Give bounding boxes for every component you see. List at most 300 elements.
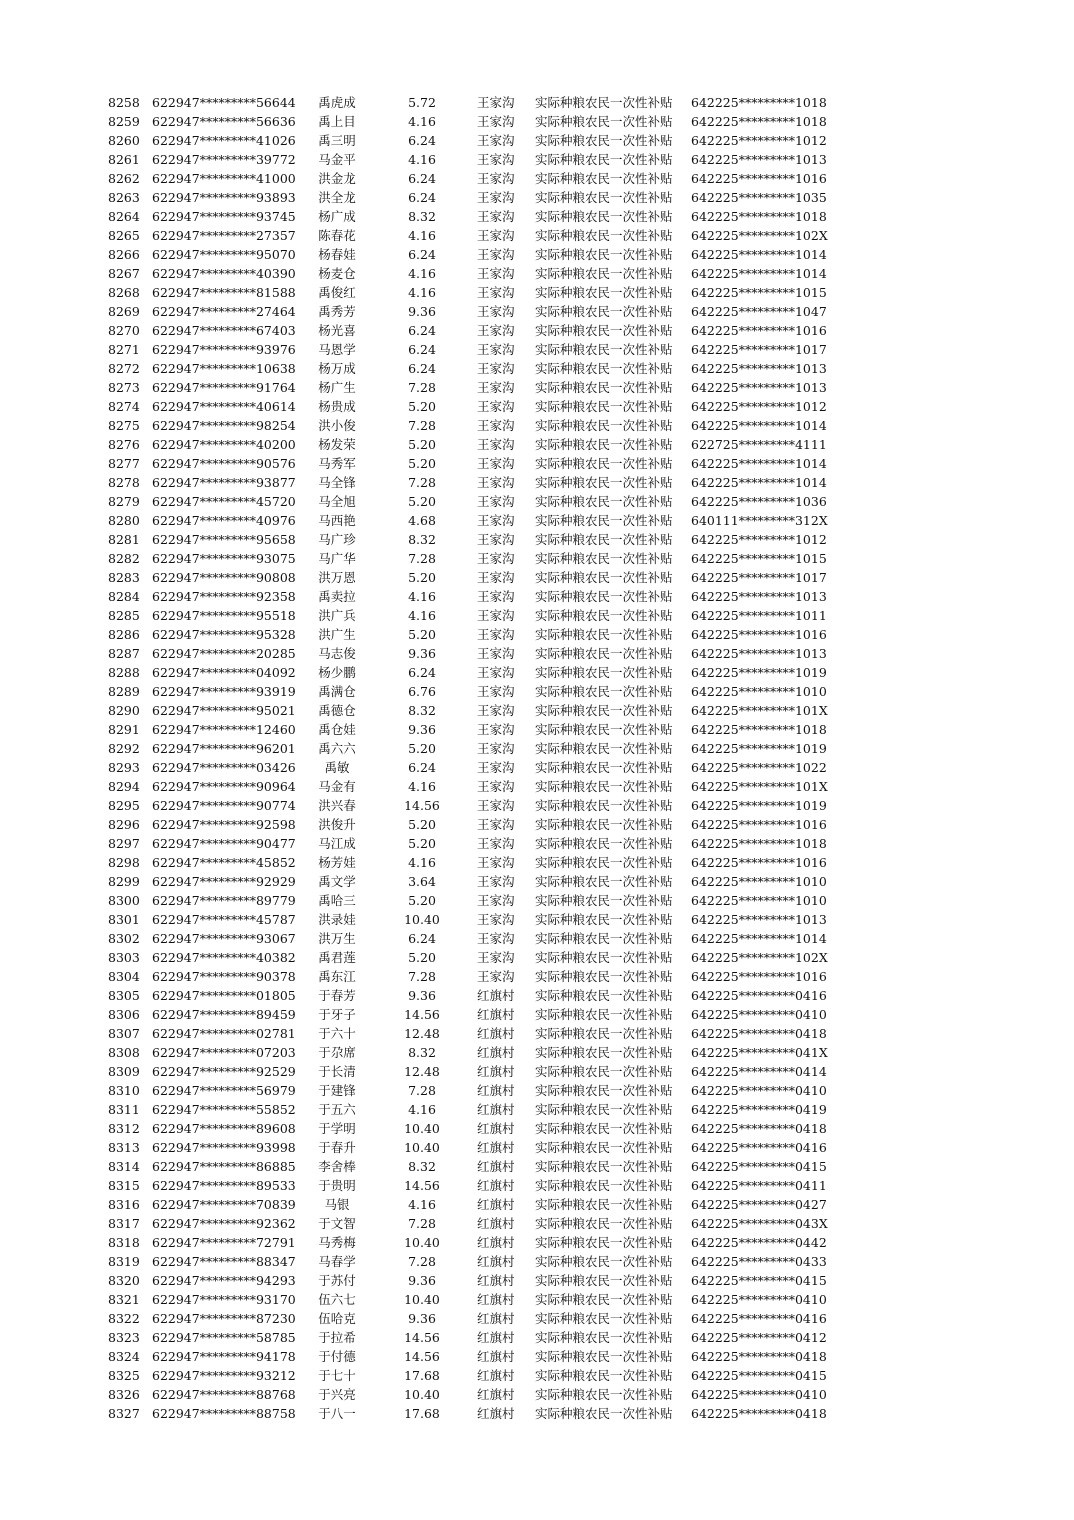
row-number: 8299 xyxy=(108,874,140,889)
row-number: 8285 xyxy=(108,608,140,623)
id-number: 642225*********1014 xyxy=(691,456,827,471)
table-row xyxy=(0,1404,1074,1423)
farmer-name: 禹上目 xyxy=(318,114,356,129)
account-number: 622947*********56644 xyxy=(152,95,296,110)
village-name: 王家沟 xyxy=(477,380,515,395)
village-name: 王家沟 xyxy=(477,342,515,357)
account-number: 622947*********45787 xyxy=(152,912,296,927)
account-number: 622947*********93893 xyxy=(152,190,296,205)
subsidy-type: 实际种粮农民一次性补贴 xyxy=(535,665,673,680)
account-number: 622947*********93075 xyxy=(152,551,296,566)
subsidy-amount: 4.68 xyxy=(408,513,436,528)
account-number: 622947*********91764 xyxy=(152,380,296,395)
farmer-name: 洪全龙 xyxy=(318,190,356,205)
row-number: 8321 xyxy=(108,1292,140,1307)
subsidy-type: 实际种粮农民一次性补贴 xyxy=(535,266,673,281)
subsidy-amount: 7.28 xyxy=(408,969,436,984)
account-number: 622947*********92358 xyxy=(152,589,296,604)
village-name: 王家沟 xyxy=(477,513,515,528)
id-number: 642225*********102X xyxy=(691,228,828,243)
id-number: 642225*********0410 xyxy=(691,1007,827,1022)
village-name: 红旗村 xyxy=(477,1292,515,1307)
id-number: 642225*********1013 xyxy=(691,380,827,395)
account-number: 622947*********93745 xyxy=(152,209,296,224)
farmer-name: 于苏付 xyxy=(318,1273,356,1288)
subsidy-amount: 17.68 xyxy=(404,1406,440,1421)
row-number: 8267 xyxy=(108,266,140,281)
id-number: 642225*********043X xyxy=(691,1216,828,1231)
table-row xyxy=(0,378,1074,397)
farmer-name: 洪俊升 xyxy=(318,817,356,832)
id-number: 642225*********1016 xyxy=(691,817,827,832)
table-row xyxy=(0,1309,1074,1328)
account-number: 622947*********40976 xyxy=(152,513,296,528)
table-row xyxy=(0,283,1074,302)
row-number: 8277 xyxy=(108,456,140,471)
subsidy-amount: 7.28 xyxy=(408,1216,436,1231)
subsidy-type: 实际种粮农民一次性补贴 xyxy=(535,836,673,851)
account-number: 622947*********67403 xyxy=(152,323,296,338)
id-number: 642225*********1013 xyxy=(691,152,827,167)
account-number: 622947*********93998 xyxy=(152,1140,296,1155)
row-number: 8281 xyxy=(108,532,140,547)
account-number: 622947*********20285 xyxy=(152,646,296,661)
id-number: 642225*********1035 xyxy=(691,190,827,205)
row-number: 8272 xyxy=(108,361,140,376)
subsidy-type: 实际种粮农民一次性补贴 xyxy=(535,551,673,566)
subsidy-type: 实际种粮农民一次性补贴 xyxy=(535,304,673,319)
village-name: 王家沟 xyxy=(477,627,515,642)
subsidy-type: 实际种粮农民一次性补贴 xyxy=(535,1254,673,1269)
table-row xyxy=(0,1100,1074,1119)
subsidy-type: 实际种粮农民一次性补贴 xyxy=(535,532,673,547)
subsidy-amount: 5.20 xyxy=(408,399,436,414)
subsidy-type: 实际种粮农民一次性补贴 xyxy=(535,589,673,604)
subsidy-type: 实际种粮农民一次性补贴 xyxy=(535,950,673,965)
subsidy-amount: 4.16 xyxy=(408,152,436,167)
village-name: 王家沟 xyxy=(477,304,515,319)
id-number: 642225*********0418 xyxy=(691,1026,827,1041)
subsidy-type: 实际种粮农民一次性补贴 xyxy=(535,152,673,167)
subsidy-type: 实际种粮农民一次性补贴 xyxy=(535,855,673,870)
village-name: 王家沟 xyxy=(477,646,515,661)
table-row xyxy=(0,758,1074,777)
farmer-name: 马金平 xyxy=(318,152,356,167)
row-number: 8287 xyxy=(108,646,140,661)
farmer-name: 于五六 xyxy=(318,1102,356,1117)
subsidy-amount: 17.68 xyxy=(404,1368,440,1383)
village-name: 王家沟 xyxy=(477,152,515,167)
account-number: 622947*********40382 xyxy=(152,950,296,965)
row-number: 8265 xyxy=(108,228,140,243)
village-name: 红旗村 xyxy=(477,1368,515,1383)
table-row xyxy=(0,834,1074,853)
subsidy-type: 实际种粮农民一次性补贴 xyxy=(535,1159,673,1174)
village-name: 王家沟 xyxy=(477,836,515,851)
table-row xyxy=(0,1290,1074,1309)
row-number: 8309 xyxy=(108,1064,140,1079)
farmer-name: 禹卖拉 xyxy=(318,589,356,604)
id-number: 642225*********1014 xyxy=(691,475,827,490)
id-number: 642225*********1013 xyxy=(691,589,827,604)
id-number: 642225*********1013 xyxy=(691,646,827,661)
row-number: 8316 xyxy=(108,1197,140,1212)
farmer-name: 杨光喜 xyxy=(318,323,356,338)
subsidy-amount: 6.24 xyxy=(408,760,436,775)
farmer-name: 禹敏 xyxy=(324,760,350,775)
row-number: 8283 xyxy=(108,570,140,585)
row-number: 8293 xyxy=(108,760,140,775)
row-number: 8258 xyxy=(108,95,140,110)
subsidy-type: 实际种粮农民一次性补贴 xyxy=(535,1330,673,1345)
farmer-name: 伍哈克 xyxy=(318,1311,356,1326)
subsidy-amount: 14.56 xyxy=(404,1349,440,1364)
row-number: 8273 xyxy=(108,380,140,395)
row-number: 8319 xyxy=(108,1254,140,1269)
table-row xyxy=(0,1062,1074,1081)
subsidy-type: 实际种粮农民一次性补贴 xyxy=(535,703,673,718)
id-number: 642225*********1022 xyxy=(691,760,827,775)
subsidy-type: 实际种粮农民一次性补贴 xyxy=(535,608,673,623)
row-number: 8291 xyxy=(108,722,140,737)
subsidy-amount: 4.16 xyxy=(408,228,436,243)
table-row xyxy=(0,872,1074,891)
row-number: 8298 xyxy=(108,855,140,870)
farmer-name: 于尕席 xyxy=(318,1045,356,1060)
account-number: 622947*********93212 xyxy=(152,1368,296,1383)
subsidy-type: 实际种粮农民一次性补贴 xyxy=(535,1102,673,1117)
table-row xyxy=(0,587,1074,606)
subsidy-amount: 8.32 xyxy=(408,1045,436,1060)
subsidy-type: 实际种粮农民一次性补贴 xyxy=(535,1083,673,1098)
subsidy-type: 实际种粮农民一次性补贴 xyxy=(535,1349,673,1364)
farmer-name: 伍六七 xyxy=(318,1292,356,1307)
subsidy-type: 实际种粮农民一次性补贴 xyxy=(535,513,673,528)
farmer-name: 洪广生 xyxy=(318,627,356,642)
village-name: 王家沟 xyxy=(477,608,515,623)
village-name: 王家沟 xyxy=(477,684,515,699)
account-number: 622947*********41000 xyxy=(152,171,296,186)
table-row xyxy=(0,150,1074,169)
id-number: 642225*********0414 xyxy=(691,1064,827,1079)
subsidy-amount: 6.24 xyxy=(408,323,436,338)
subsidy-type: 实际种粮农民一次性补贴 xyxy=(535,893,673,908)
table-row xyxy=(0,1328,1074,1347)
subsidy-type: 实际种粮农民一次性补贴 xyxy=(535,1292,673,1307)
subsidy-type: 实际种粮农民一次性补贴 xyxy=(535,1387,673,1402)
farmer-name: 禹秀芳 xyxy=(318,304,356,319)
row-number: 8305 xyxy=(108,988,140,1003)
account-number: 622947*********81588 xyxy=(152,285,296,300)
village-name: 王家沟 xyxy=(477,893,515,908)
subsidy-amount: 8.32 xyxy=(408,532,436,547)
table-row xyxy=(0,796,1074,815)
row-number: 8276 xyxy=(108,437,140,452)
table-row xyxy=(0,891,1074,910)
table-row xyxy=(0,1385,1074,1404)
id-number: 642225*********0416 xyxy=(691,1311,827,1326)
id-number: 642225*********1010 xyxy=(691,684,827,699)
subsidy-amount: 5.20 xyxy=(408,817,436,832)
village-name: 红旗村 xyxy=(477,1216,515,1231)
row-number: 8296 xyxy=(108,817,140,832)
id-number: 642225*********1015 xyxy=(691,551,827,566)
farmer-name: 马春学 xyxy=(318,1254,356,1269)
table-row xyxy=(0,1043,1074,1062)
row-number: 8311 xyxy=(108,1102,140,1117)
account-number: 622947*********95021 xyxy=(152,703,296,718)
village-name: 王家沟 xyxy=(477,266,515,281)
farmer-name: 于文智 xyxy=(318,1216,356,1231)
subsidy-type: 实际种粮农民一次性补贴 xyxy=(535,228,673,243)
farmer-name: 马西艳 xyxy=(318,513,356,528)
village-name: 王家沟 xyxy=(477,950,515,965)
row-number: 8286 xyxy=(108,627,140,642)
village-name: 王家沟 xyxy=(477,912,515,927)
farmer-name: 杨贵成 xyxy=(318,399,356,414)
subsidy-amount: 5.72 xyxy=(408,95,436,110)
table-row xyxy=(0,929,1074,948)
account-number: 622947*********86885 xyxy=(152,1159,296,1174)
table-row xyxy=(0,93,1074,112)
farmer-name: 洪金龙 xyxy=(318,171,356,186)
subsidy-type: 实际种粮农民一次性补贴 xyxy=(535,741,673,756)
subsidy-amount: 14.56 xyxy=(404,1330,440,1345)
table-row xyxy=(0,625,1074,644)
account-number: 622947*********95518 xyxy=(152,608,296,623)
subsidy-type: 实际种粮农民一次性补贴 xyxy=(535,627,673,642)
account-number: 622947*********94178 xyxy=(152,1349,296,1364)
subsidy-type: 实际种粮农民一次性补贴 xyxy=(535,1235,673,1250)
table-row xyxy=(0,739,1074,758)
village-name: 王家沟 xyxy=(477,741,515,756)
account-number: 622947*********89459 xyxy=(152,1007,296,1022)
subsidy-amount: 4.16 xyxy=(408,608,436,623)
village-name: 红旗村 xyxy=(477,1140,515,1155)
village-name: 红旗村 xyxy=(477,1330,515,1345)
table-row xyxy=(0,701,1074,720)
table-row xyxy=(0,1252,1074,1271)
farmer-name: 陈春花 xyxy=(318,228,356,243)
subsidy-type: 实际种粮农民一次性补贴 xyxy=(535,1368,673,1383)
subsidy-type: 实际种粮农民一次性补贴 xyxy=(535,570,673,585)
row-number: 8303 xyxy=(108,950,140,965)
village-name: 王家沟 xyxy=(477,931,515,946)
village-name: 王家沟 xyxy=(477,323,515,338)
account-number: 622947*********07203 xyxy=(152,1045,296,1060)
account-number: 622947*********40390 xyxy=(152,266,296,281)
id-number: 642225*********0427 xyxy=(691,1197,827,1212)
subsidy-amount: 5.20 xyxy=(408,437,436,452)
id-number: 642225*********0416 xyxy=(691,988,827,1003)
subsidy-amount: 6.24 xyxy=(408,931,436,946)
village-name: 王家沟 xyxy=(477,779,515,794)
subsidy-amount: 10.40 xyxy=(404,1121,440,1136)
subsidy-type: 实际种粮农民一次性补贴 xyxy=(535,1406,673,1421)
subsidy-type: 实际种粮农民一次性补贴 xyxy=(535,475,673,490)
row-number: 8324 xyxy=(108,1349,140,1364)
village-name: 王家沟 xyxy=(477,437,515,452)
village-name: 王家沟 xyxy=(477,798,515,813)
table-row xyxy=(0,1138,1074,1157)
id-number: 642225*********0415 xyxy=(691,1159,827,1174)
id-number: 642225*********0433 xyxy=(691,1254,827,1269)
table-row xyxy=(0,1214,1074,1233)
farmer-name: 马江成 xyxy=(318,836,356,851)
table-row xyxy=(0,1119,1074,1138)
farmer-name: 于兴亮 xyxy=(318,1387,356,1402)
subsidy-type: 实际种粮农民一次性补贴 xyxy=(535,494,673,509)
table-row xyxy=(0,340,1074,359)
row-number: 8294 xyxy=(108,779,140,794)
village-name: 红旗村 xyxy=(477,1007,515,1022)
account-number: 622947*********95658 xyxy=(152,532,296,547)
id-number: 642225*********1012 xyxy=(691,532,827,547)
farmer-name: 洪万恩 xyxy=(318,570,356,585)
row-number: 8270 xyxy=(108,323,140,338)
subsidy-type: 实际种粮农民一次性补贴 xyxy=(535,912,673,927)
subsidy-type: 实际种粮农民一次性补贴 xyxy=(535,399,673,414)
id-number: 640111*********312X xyxy=(691,513,828,528)
farmer-name: 马秀梅 xyxy=(318,1235,356,1250)
id-number: 642225*********1015 xyxy=(691,285,827,300)
id-number: 642225*********1011 xyxy=(691,608,827,623)
farmer-name: 马全旭 xyxy=(318,494,356,509)
subsidy-amount: 5.20 xyxy=(408,893,436,908)
id-number: 642225*********0418 xyxy=(691,1349,827,1364)
table-row xyxy=(0,511,1074,530)
farmer-name: 于牙子 xyxy=(318,1007,356,1022)
subsidy-type: 实际种粮农民一次性补贴 xyxy=(535,988,673,1003)
farmer-name: 杨发荣 xyxy=(318,437,356,452)
table-row xyxy=(0,1195,1074,1214)
table-row xyxy=(0,1347,1074,1366)
village-name: 王家沟 xyxy=(477,969,515,984)
row-number: 8317 xyxy=(108,1216,140,1231)
subsidy-amount: 7.28 xyxy=(408,475,436,490)
subsidy-amount: 4.16 xyxy=(408,1197,436,1212)
subsidy-type: 实际种粮农民一次性补贴 xyxy=(535,931,673,946)
table-row xyxy=(0,1005,1074,1024)
farmer-name: 马秀军 xyxy=(318,456,356,471)
account-number: 622947*********39772 xyxy=(152,152,296,167)
table-row xyxy=(0,416,1074,435)
farmer-name: 杨广成 xyxy=(318,209,356,224)
subsidy-table xyxy=(0,93,1074,1423)
table-row xyxy=(0,682,1074,701)
subsidy-amount: 3.64 xyxy=(408,874,436,889)
subsidy-amount: 7.28 xyxy=(408,1254,436,1269)
village-name: 红旗村 xyxy=(477,1102,515,1117)
row-number: 8301 xyxy=(108,912,140,927)
subsidy-type: 实际种粮农民一次性补贴 xyxy=(535,114,673,129)
subsidy-amount: 5.20 xyxy=(408,627,436,642)
subsidy-type: 实际种粮农民一次性补贴 xyxy=(535,1121,673,1136)
row-number: 8263 xyxy=(108,190,140,205)
village-name: 红旗村 xyxy=(477,1083,515,1098)
village-name: 红旗村 xyxy=(477,1254,515,1269)
village-name: 红旗村 xyxy=(477,1387,515,1402)
subsidy-type: 实际种粮农民一次性补贴 xyxy=(535,418,673,433)
table-row xyxy=(0,948,1074,967)
village-name: 王家沟 xyxy=(477,456,515,471)
farmer-name: 禹六六 xyxy=(318,741,356,756)
subsidy-type: 实际种粮农民一次性补贴 xyxy=(535,1026,673,1041)
village-name: 红旗村 xyxy=(477,1045,515,1060)
id-number: 642225*********1018 xyxy=(691,722,827,737)
village-name: 王家沟 xyxy=(477,817,515,832)
subsidy-type: 实际种粮农民一次性补贴 xyxy=(535,437,673,452)
id-number: 642225*********0418 xyxy=(691,1406,827,1421)
table-row xyxy=(0,207,1074,226)
id-number: 642225*********1013 xyxy=(691,912,827,927)
table-row xyxy=(0,245,1074,264)
id-number: 642225*********1014 xyxy=(691,247,827,262)
account-number: 622947*********40200 xyxy=(152,437,296,452)
id-number: 642225*********1016 xyxy=(691,969,827,984)
village-name: 红旗村 xyxy=(477,1349,515,1364)
subsidy-type: 实际种粮农民一次性补贴 xyxy=(535,342,673,357)
village-name: 王家沟 xyxy=(477,399,515,414)
subsidy-amount: 4.16 xyxy=(408,779,436,794)
subsidy-amount: 8.32 xyxy=(408,209,436,224)
table-row xyxy=(0,1271,1074,1290)
table-row xyxy=(0,663,1074,682)
account-number: 622947*********90774 xyxy=(152,798,296,813)
row-number: 8284 xyxy=(108,589,140,604)
row-number: 8279 xyxy=(108,494,140,509)
village-name: 王家沟 xyxy=(477,475,515,490)
account-number: 622947*********92598 xyxy=(152,817,296,832)
farmer-name: 于学明 xyxy=(318,1121,356,1136)
account-number: 622947*********02781 xyxy=(152,1026,296,1041)
farmer-name: 禹虎成 xyxy=(318,95,356,110)
farmer-name: 马银 xyxy=(324,1197,350,1212)
farmer-name: 禹文学 xyxy=(318,874,356,889)
subsidy-type: 实际种粮农民一次性补贴 xyxy=(535,798,673,813)
subsidy-amount: 7.28 xyxy=(408,418,436,433)
row-number: 8325 xyxy=(108,1368,140,1383)
subsidy-type: 实际种粮农民一次性补贴 xyxy=(535,1273,673,1288)
subsidy-type: 实际种粮农民一次性补贴 xyxy=(535,285,673,300)
farmer-name: 马恩学 xyxy=(318,342,356,357)
subsidy-amount: 10.40 xyxy=(404,1387,440,1402)
row-number: 8260 xyxy=(108,133,140,148)
village-name: 红旗村 xyxy=(477,1159,515,1174)
table-row xyxy=(0,1233,1074,1252)
row-number: 8312 xyxy=(108,1121,140,1136)
subsidy-amount: 8.32 xyxy=(408,1159,436,1174)
id-number: 642225*********0442 xyxy=(691,1235,827,1250)
row-number: 8314 xyxy=(108,1159,140,1174)
account-number: 622947*********93067 xyxy=(152,931,296,946)
table-row xyxy=(0,644,1074,663)
id-number: 642225*********0412 xyxy=(691,1330,827,1345)
table-row xyxy=(0,606,1074,625)
table-row xyxy=(0,530,1074,549)
id-number: 642225*********1017 xyxy=(691,570,827,585)
village-name: 王家沟 xyxy=(477,855,515,870)
account-number: 622947*********89608 xyxy=(152,1121,296,1136)
subsidy-amount: 14.56 xyxy=(404,1007,440,1022)
id-number: 642225*********1018 xyxy=(691,114,827,129)
farmer-name: 杨芳娃 xyxy=(318,855,356,870)
id-number: 642225*********0410 xyxy=(691,1083,827,1098)
subsidy-type: 实际种粮农民一次性补贴 xyxy=(535,209,673,224)
village-name: 红旗村 xyxy=(477,1235,515,1250)
account-number: 622947*********95328 xyxy=(152,627,296,642)
row-number: 8307 xyxy=(108,1026,140,1041)
